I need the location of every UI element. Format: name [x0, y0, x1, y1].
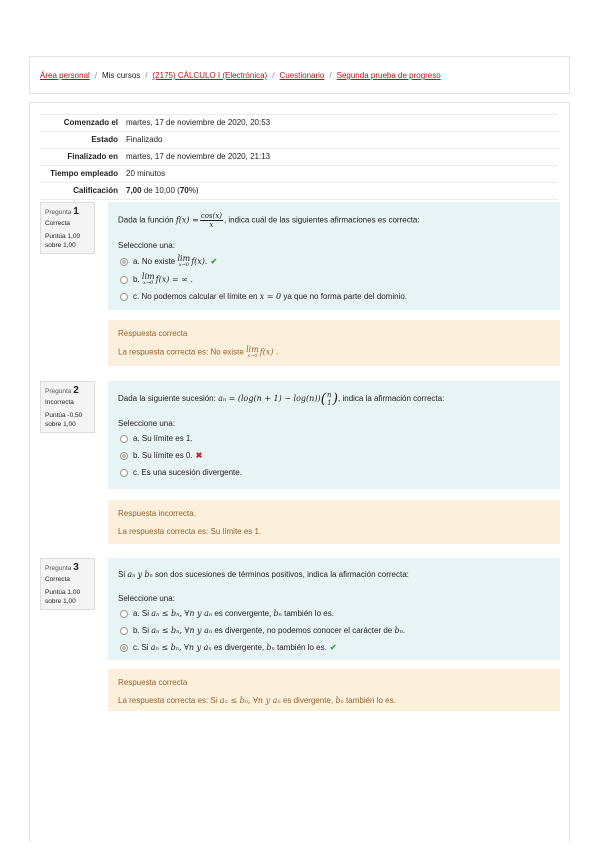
question-3-feedback: [108, 669, 560, 711]
radio-button[interactable]: [120, 644, 128, 652]
grade-score: 7,00: [126, 186, 142, 195]
breadcrumb-separator: /: [94, 71, 98, 80]
binomial: ( n 1 ): [320, 391, 339, 407]
question-state: Correcta: [45, 576, 70, 583]
summary-row-grade: [40, 183, 558, 200]
summary-value: 20 minutos: [126, 169, 166, 178]
option-c[interactable]: c. No podemos calcular el límite en x = 0 ya que no forma parte del dominio.: [120, 291, 550, 303]
summary-label: Finalizado en: [67, 152, 118, 161]
grade-suffix: %): [188, 186, 199, 195]
feedback-status: Respuesta correcta: [118, 678, 188, 687]
formula: f(x) =: [175, 215, 199, 225]
cross-icon: ✖: [195, 451, 203, 460]
question-number: 2: [73, 385, 79, 396]
question-2-info: [40, 381, 95, 433]
summary-label: Comenzado el: [63, 118, 118, 127]
question-1-formulation: [108, 202, 560, 310]
question-grade: Puntúa 1,00 sobre 1,00: [45, 589, 81, 605]
breadcrumb-separator: /: [145, 71, 148, 80]
question-number: 1: [73, 206, 79, 217]
summary-row-state: [40, 132, 558, 149]
question-state: Correcta: [45, 220, 70, 227]
radio-button[interactable]: [120, 276, 128, 284]
question-grade: Puntúa -0,50 sobre 1,00: [45, 412, 83, 428]
summary-label: Estado: [91, 135, 118, 144]
question-text: Dada la siguiente sucesión: aₙ = (log(n + 1) − log(n))( n 1 ), indica la afirmación correcta:: [118, 391, 445, 407]
breadcrumb-card: [29, 56, 570, 94]
summary-row-started: [40, 115, 558, 132]
summary-value: Finalizado: [126, 135, 163, 144]
grade-mid: de 10,00 (: [143, 186, 180, 195]
check-icon: ✔: [210, 256, 218, 266]
radio-button[interactable]: [120, 293, 128, 301]
breadcrumb-mis-cursos: Mis cursos: [102, 71, 141, 80]
radio-button[interactable]: [120, 627, 128, 635]
question-word: Pregunta: [45, 565, 72, 572]
radio-button[interactable]: [120, 610, 128, 618]
right-answer: La respuesta correcta es: No existe lim x→0 f(x) .: [118, 345, 279, 359]
question-1-feedback: [108, 320, 560, 366]
question-text: Dada la función f(x) = $\frac{\cos(x)}{x}$ , indica cuál de las siguientes afirmaciones es correcta:: [118, 212, 420, 229]
feedback-status: Respuesta correcta: [118, 329, 188, 338]
select-prompt: Seleccione una:: [118, 419, 175, 428]
question-3-formulation: [108, 558, 560, 660]
option-b[interactable]: b. lim x→0 f(x) = ∞ .: [120, 273, 550, 286]
option-c[interactable]: c. Si aₙ ≤ bₙ, ∀n y aₙ es divergente, bₙ también lo es. ✔: [120, 642, 550, 654]
question-2-formulation: [108, 381, 560, 489]
option-a[interactable]: a. Si aₙ ≤ bₙ, ∀n y aₙ es convergente, bₙ también lo es.: [120, 608, 550, 620]
radio-button[interactable]: [120, 469, 128, 477]
summary-value: [122, 183, 558, 200]
question-3-info: [40, 558, 95, 610]
select-prompt: Seleccione una:: [118, 594, 175, 603]
question-grade: Puntúa 1,00 sobre 1,00: [45, 233, 81, 249]
radio-button[interactable]: [120, 435, 128, 443]
breadcrumb: [40, 71, 441, 80]
breadcrumb-separator: /: [272, 71, 275, 80]
breadcrumb-quiz[interactable]: Segunda prueba de progreso: [336, 71, 441, 80]
breadcrumb-separator: /: [329, 71, 332, 80]
breadcrumb-cuestionario[interactable]: Cuestionario: [279, 71, 325, 80]
limit: lim x→0: [246, 345, 259, 359]
attempt-summary-table: [40, 114, 558, 200]
summary-label: Tiempo empleado: [50, 169, 118, 178]
question-state: Incorrecta: [45, 399, 74, 406]
grade-percent: 70: [179, 186, 189, 195]
summary-label: Calificación: [73, 186, 118, 195]
limit: lim x→0: [177, 254, 191, 268]
fraction: $\frac{\cos(x)}{x}$: [200, 212, 222, 229]
limit: lim x→0: [141, 272, 155, 286]
summary-row-finished: [40, 149, 558, 166]
radio-button[interactable]: [120, 452, 128, 460]
option-b[interactable]: b. Si aₙ ≤ bₙ, ∀n y aₙ es divergente, no podemos conocer el carácter de bₙ .: [120, 625, 550, 637]
formula: aₙ = (log(n + 1) − log(n)): [218, 394, 321, 404]
summary-row-time: [40, 166, 558, 183]
question-word: Pregunta: [45, 209, 72, 216]
option-b[interactable]: b. Su límite es 0. ✖: [120, 450, 550, 462]
breadcrumb-area-personal[interactable]: Área personal: [40, 71, 90, 80]
question-number: 3: [73, 562, 79, 573]
right-answer: La respuesta correcta es: Su límite es 1.: [118, 527, 262, 536]
radio-button[interactable]: [120, 258, 128, 266]
option-a[interactable]: a. No existe lim x→0 f(x). ✔: [120, 255, 550, 268]
option-c[interactable]: c. Es una sucesión divergente.: [120, 467, 550, 479]
summary-value: martes, 17 de noviembre de 2020, 21:13: [126, 152, 271, 161]
check-icon: ✔: [329, 643, 337, 652]
question-2-feedback: [108, 500, 560, 544]
feedback-status: Respuesta incorrecta.: [118, 509, 196, 518]
question-text: Si aₙ y bₙ son dos sucesiones de términos positivos, indica la afirmación correcta:: [118, 570, 409, 579]
right-answer: La respuesta correcta es: Si aₙ ≤ bₙ, ∀n y aₙ es divergente, bₙ también lo es.: [118, 696, 396, 705]
option-a[interactable]: a. Su límite es 1.: [120, 433, 550, 445]
question-word: Pregunta: [45, 388, 72, 395]
breadcrumb-course[interactable]: (2175) CÁLCULO I (Electrónica): [152, 71, 268, 80]
select-prompt: Seleccione una:: [118, 241, 175, 250]
summary-value: martes, 17 de noviembre de 2020, 20:53: [126, 118, 271, 127]
question-1-info: [40, 202, 95, 254]
